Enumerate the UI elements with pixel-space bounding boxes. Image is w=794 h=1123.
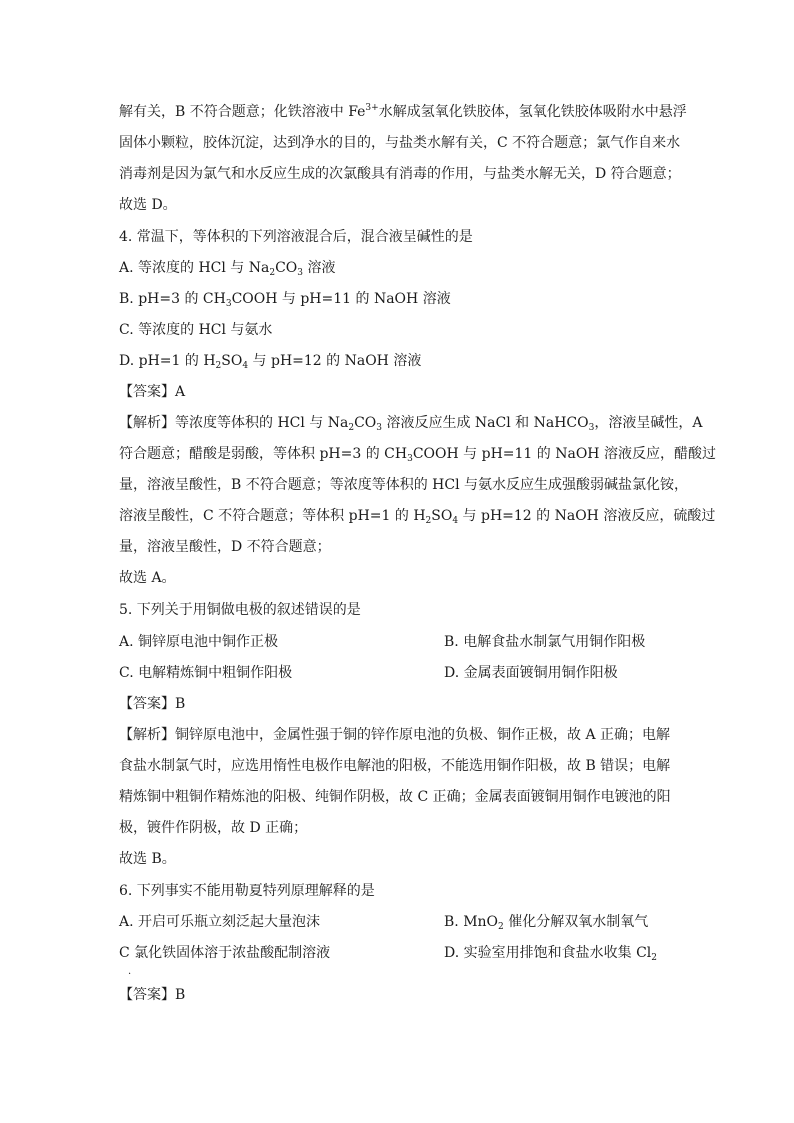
text-line-q5a xyxy=(119,632,278,652)
text-run: 溶液反应生成 NaCl 和 NaHCO xyxy=(382,415,589,431)
text-line-e4d xyxy=(119,506,715,526)
text-run: 与 pH=12 的 NaOH 溶液 xyxy=(248,353,422,369)
text-run: 【解析】铜锌原电池中，金属性强于铜的锌作原电池的负极、铜作正极，故 A 正确；电解 xyxy=(119,727,671,743)
subscript: 2 xyxy=(651,953,657,963)
text-line-e4a xyxy=(119,413,702,433)
superscript: 3+ xyxy=(365,103,379,113)
text-line-q4b xyxy=(119,289,451,309)
text-run: 5. 下列关于用铜做电极的叙述错误的是 xyxy=(119,602,361,618)
subscript: 3 xyxy=(407,454,413,464)
text-run: 精炼铜中粗铜作精炼池的阳极、纯铜作阴极，故 C 正确；金属表面镀铜用铜作电镀池的阳 xyxy=(119,789,671,805)
text-line-q6b xyxy=(444,912,648,932)
text-line-e4c xyxy=(119,475,688,495)
text-run: CO xyxy=(354,415,377,431)
subscript: 3 xyxy=(376,423,383,433)
text-line-a4 xyxy=(119,382,185,402)
text-line-e4e xyxy=(119,537,331,557)
text-line-l03 xyxy=(119,164,681,184)
text-line-q5b xyxy=(444,632,645,652)
text-run: 固体小颗粒，胶体沉淀，达到净水的目的，与盐类水解有关，C 不符合题意；氯气作自来水 xyxy=(119,135,681,151)
text-run: 催化分解双氧水制氧气 xyxy=(503,914,649,930)
subscript: 3 xyxy=(588,423,595,433)
text-line-q5c xyxy=(119,663,292,683)
text-line-q6 xyxy=(119,881,375,901)
subscript: 3 xyxy=(225,299,232,309)
text-run: A. 等浓度的 HCl 与 Na xyxy=(119,260,270,276)
text-run: 【答案】A xyxy=(119,384,186,400)
text-line-e4b xyxy=(119,444,716,464)
text-run: 【解析】等浓度等体积的 HCl 与 Na xyxy=(119,415,349,431)
text-run: SO xyxy=(431,508,453,524)
subscript: 2 xyxy=(215,361,222,371)
text-line-a5 xyxy=(119,694,185,714)
text-run: 6. 下列事实不能用勒夏特列原理解释的是 xyxy=(119,883,375,899)
text-line-l04 xyxy=(119,195,177,215)
text-run: D. 金属表面镀铜用铜作阳极 xyxy=(444,665,618,681)
text-run: 4. 常温下，等体积的下列溶液混合后，混合液呈碱性的是 xyxy=(119,229,473,245)
text-line-q6d xyxy=(444,943,657,963)
text-run: 量，溶液呈酸性，B 不符合题意；等浓度等体积的 HCl 与氨水反应生成强酸弱碱盐氯化铵， xyxy=(119,477,689,493)
text-line-q4 xyxy=(119,227,473,247)
text-run: CO xyxy=(275,260,298,276)
text-run: 解有关，B 不符合题意；化铁溶液中 Fe xyxy=(119,104,366,120)
text-run: A. 铜锌原电池中铜作正极 xyxy=(119,634,279,650)
subscript: 3 xyxy=(297,268,304,278)
text-run: B. pH=3 的 CH xyxy=(119,291,226,307)
text-line-l02 xyxy=(119,133,680,153)
text-run: COOH 与 pH=11 的 NaOH 溶液 xyxy=(231,291,451,307)
text-run: B. 电解食盐水制氯气用铜作阳极 xyxy=(444,634,646,650)
text-line-l01 xyxy=(119,102,687,122)
text-line-e5c xyxy=(119,787,671,807)
text-line-e5b xyxy=(119,756,670,776)
text-run: 与 pH=12 的 NaOH 溶液反应，硫酸过 xyxy=(458,508,716,524)
subscript: 2 xyxy=(498,922,504,932)
text-line-q6a xyxy=(119,912,320,932)
subscript: 4 xyxy=(242,361,249,371)
text-run: 故选 D。 xyxy=(119,197,177,213)
text-line-q4d xyxy=(119,351,421,371)
text-run: 食盐水制氯气时，应选用惰性电极作电解池的阳极，不能选用铜作阳极，故 B 错误；电解 xyxy=(119,758,671,774)
text-run: C. 电解精炼铜中粗铜作阳极 xyxy=(119,665,293,681)
text-run: A. 开启可乐瓶立刻泛起大量泡沫 xyxy=(119,914,321,930)
text-run: D. pH=1 的 H xyxy=(119,353,216,369)
text-run: 极，镀件作阴极，故 D 正确； xyxy=(119,820,308,836)
text-run: 符合题意；醋酸是弱酸，等体积 pH=3 的 CH xyxy=(119,446,408,462)
text-run: 溶液呈酸性，C 不符合题意；等体积 pH=1 的 H xyxy=(119,508,426,524)
text-run: 【答案】B xyxy=(119,987,186,1003)
text-line-q5 xyxy=(119,600,361,620)
text-run: COOH 与 pH=11 的 NaOH 溶液反应，醋酸过 xyxy=(412,446,716,462)
text-line-s4 xyxy=(119,568,176,588)
text-run: 故选 A。 xyxy=(119,570,176,586)
text-line-e5d xyxy=(119,818,307,838)
text-run: SO xyxy=(221,353,243,369)
text-run: 消毒剂是因为氯气和水反应生成的次氯酸具有消毒的作用，与盐类水解无关，D 符合题意； xyxy=(119,166,681,182)
stray-dot: . xyxy=(128,966,132,977)
text-line-q4c xyxy=(119,320,272,340)
text-line-q4a xyxy=(119,258,335,278)
text-run: 【答案】B xyxy=(119,696,186,712)
subscript: 2 xyxy=(269,268,276,278)
text-run: 水解成氢氧化铁胶体，氢氧化铁胶体吸附水中悬浮 xyxy=(378,104,687,120)
text-line-a6 xyxy=(119,985,185,1005)
text-line-q5d xyxy=(444,663,618,683)
text-run: B. MnO xyxy=(444,914,499,930)
text-line-q6c xyxy=(119,943,330,963)
text-run: 故选 B。 xyxy=(119,851,176,867)
text-run: D. 实验室用排饱和食盐水收集 Cl xyxy=(444,945,652,961)
text-run: C. 等浓度的 HCl 与氨水 xyxy=(119,322,273,338)
text-run: ，溶液呈碱性，A xyxy=(594,415,703,431)
text-line-e5a xyxy=(119,725,670,745)
text-line-s5 xyxy=(119,849,176,869)
subscript: 4 xyxy=(452,516,459,526)
text-run: 溶液 xyxy=(303,260,336,276)
subscript: 2 xyxy=(348,423,355,433)
text-run: C 氯化铁固体溶于浓盐酸配制溶液 xyxy=(119,945,331,961)
subscript: 2 xyxy=(425,516,432,526)
text-run: 量，溶液呈酸性，D 不符合题意； xyxy=(119,539,331,555)
